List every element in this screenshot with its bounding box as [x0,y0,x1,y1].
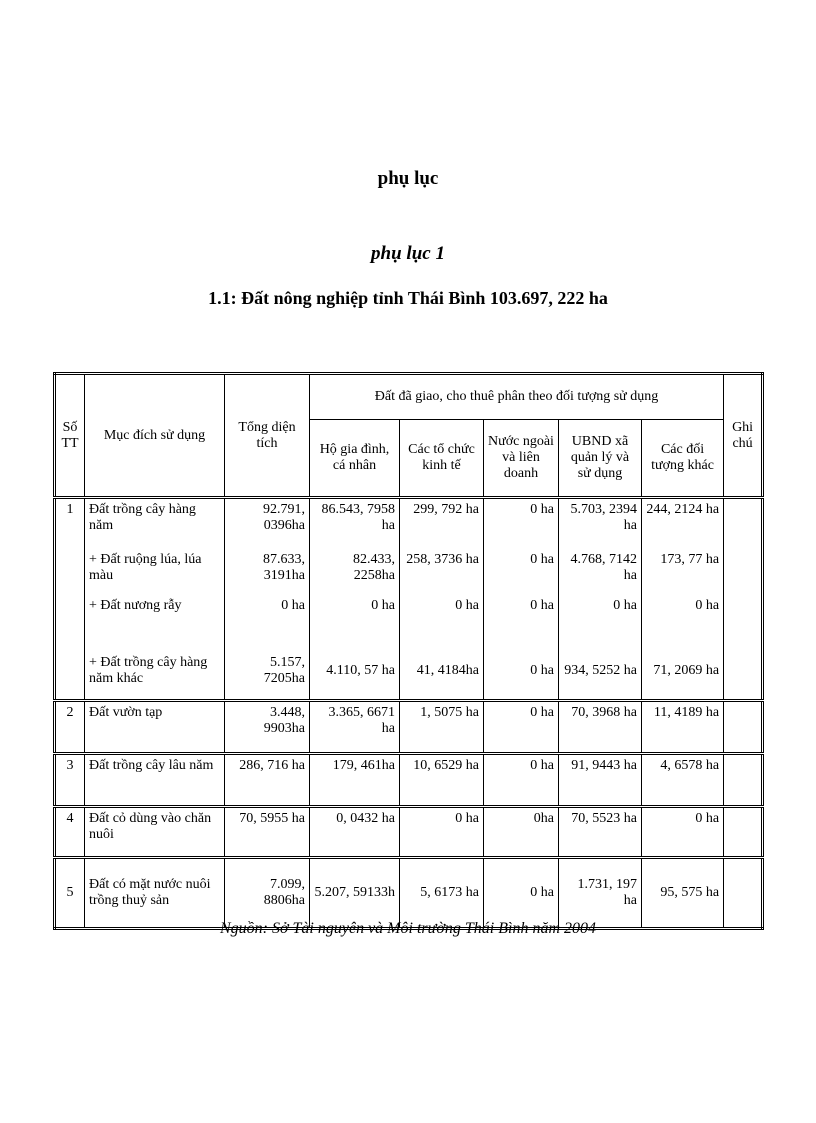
cell-value: 1, 5075 ha [400,701,484,754]
cell-value: 0 ha [484,595,559,643]
land-use-table [53,372,764,930]
cell-value: 0 ha [225,595,310,643]
cell-value: 0 ha [484,858,559,929]
table-row [55,549,763,595]
header-household: Hộ gia đình, cá nhân [310,420,400,498]
cell-value: 11, 4189 ha [642,701,724,754]
cell-value: 0 ha [484,701,559,754]
table-row [55,595,763,643]
cell-value: 173, 77 ha [642,549,724,595]
cell-purpose: Đất vườn tạp [85,701,225,754]
cell-value: 0 ha [642,595,724,643]
cell-value: 1.731, 197 ha [559,858,642,929]
cell-note [724,754,763,807]
page-title: phụ lục [377,168,439,189]
cell-value: 0 ha [484,498,559,550]
cell-value: 244, 2124 ha [642,498,724,550]
cell-value: 82.433, 2258ha [310,549,400,595]
cell-value: 5.207, 59133h [310,858,400,929]
cell-note [724,595,763,643]
table-row [55,807,763,858]
cell-value: 3.365, 6671 ha [310,701,400,754]
cell-value: 4.768, 7142 ha [559,549,642,595]
cell-stt: 1 [55,498,85,550]
cell-value: 0 ha [310,595,400,643]
cell-value: 95, 575 ha [642,858,724,929]
cell-value: 0 ha [559,595,642,643]
cell-stt [55,549,85,595]
cell-purpose: + Đất trồng cây hàng năm khác [85,643,225,701]
cell-value: 258, 3736 ha [400,549,484,595]
cell-note [724,807,763,858]
cell-value: 0 ha [484,754,559,807]
cell-value: 87.633, 3191ha [225,549,310,595]
cell-value: 4, 6578 ha [642,754,724,807]
header-commune: UBND xã quản lý và sử dụng [559,420,642,498]
cell-value: 5.703, 2394 ha [559,498,642,550]
header-economic: Các tổ chức kinh tế [400,420,484,498]
cell-purpose: + Đất ruộng lúa, lúa màu [85,549,225,595]
cell-value: 3.448, 9903ha [225,701,310,754]
source-note: Nguồn: Sở Tài nguyên và Môi trường Thái Bình năm 2004 [219,920,596,937]
cell-value: 0 ha [400,807,484,858]
cell-value: 70, 5955 ha [225,807,310,858]
cell-value: 0, 0432 ha [310,807,400,858]
header-other: Các đối tượng khác [642,420,724,498]
cell-value: 0ha [484,807,559,858]
cell-note [724,858,763,929]
cell-stt: 4 [55,807,85,858]
table-row [55,643,763,701]
table-body [55,498,763,929]
table-row [55,754,763,807]
cell-value: 92.791, 0396ha [225,498,310,550]
cell-stt [55,643,85,701]
cell-note [724,498,763,550]
cell-value: 934, 5252 ha [559,643,642,701]
cell-value: 286, 716 ha [225,754,310,807]
header-purpose: Mục đích sử dụng [85,374,225,498]
cell-value: 299, 792 ha [400,498,484,550]
header-total: Tổng diện tích [225,374,310,498]
land-use-table-wrapper [53,372,763,930]
cell-value: 0 ha [484,549,559,595]
header-stt: Số TT [55,374,85,498]
cell-value: 70, 3968 ha [559,701,642,754]
cell-value: 86.543, 7958 ha [310,498,400,550]
table-row [55,498,763,550]
cell-stt [55,595,85,643]
appendix-title: phụ lục 1 [371,243,445,264]
cell-value: 4.110, 57 ha [310,643,400,701]
cell-value: 41, 4184ha [400,643,484,701]
cell-stt: 3 [55,754,85,807]
cell-value: 10, 6529 ha [400,754,484,807]
table-row [55,701,763,754]
cell-purpose: Đất trồng cây hàng năm [85,498,225,550]
cell-note [724,549,763,595]
cell-value: 7.099, 8806ha [225,858,310,929]
cell-purpose: + Đất nương rẫy [85,595,225,643]
cell-note [724,643,763,701]
cell-value: 0 ha [642,807,724,858]
cell-value: 70, 5523 ha [559,807,642,858]
header-foreign: Nước ngoài và liên doanh [484,420,559,498]
cell-value: 5.157, 7205ha [225,643,310,701]
cell-value: 91, 9443 ha [559,754,642,807]
cell-value: 0 ha [484,643,559,701]
cell-value: 71, 2069 ha [642,643,724,701]
cell-purpose: Đất cỏ dùng vào chăn nuôi [85,807,225,858]
cell-note [724,701,763,754]
header-note: Ghi chú [724,374,763,498]
cell-purpose: Đất có mặt nước nuôi trồng thuỷ sản [85,858,225,929]
cell-value: 0 ha [400,595,484,643]
cell-value: 5, 6173 ha [400,858,484,929]
table-caption: 1.1: Đất nông nghiệp tỉnh Thái Bình 103.697, 222 ha [208,288,608,308]
cell-stt: 2 [55,701,85,754]
cell-purpose: Đất trồng cây lâu năm [85,754,225,807]
cell-stt: 5 [55,858,85,929]
table-row [55,858,763,929]
cell-value: 179, 461ha [310,754,400,807]
header-group: Đất đã giao, cho thuê phân theo đối tượng sử dụng [310,374,724,420]
